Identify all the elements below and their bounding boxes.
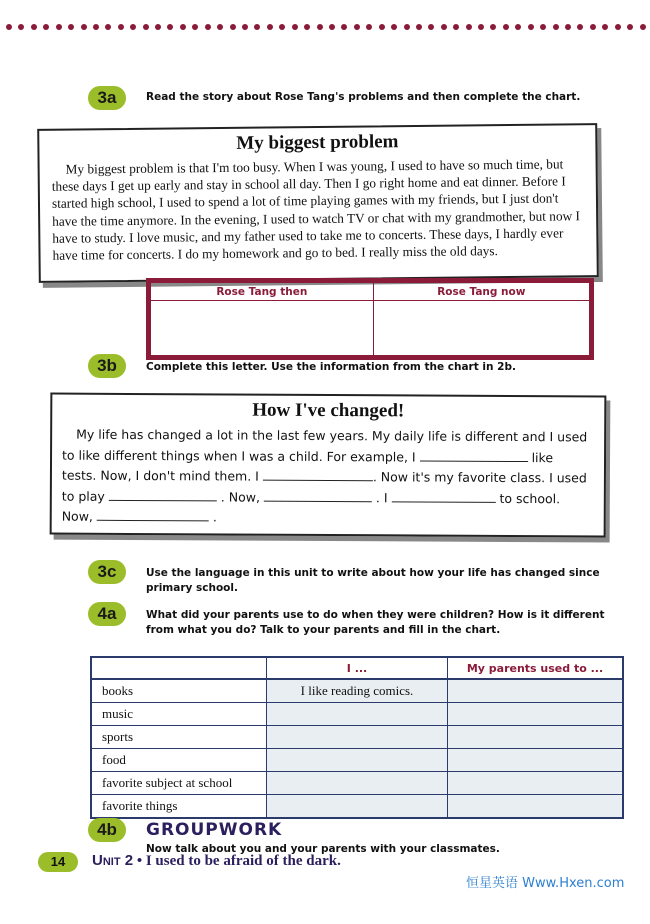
letter-title: How I've changed! <box>252 399 405 422</box>
border-dot <box>565 24 571 30</box>
border-dot <box>490 24 496 30</box>
blank-4[interactable] <box>264 488 372 502</box>
row-label: favorite subject at school <box>91 772 267 795</box>
blank-3[interactable] <box>109 487 217 501</box>
border-dot <box>341 24 347 30</box>
letter-card <box>50 393 607 538</box>
border-dot <box>68 24 74 30</box>
cell-i[interactable] <box>267 726 448 749</box>
table-row <box>91 679 623 703</box>
cell-parents[interactable] <box>448 795 624 819</box>
chart-header-then: Rose Tang then <box>149 281 374 301</box>
section-3a-instruction: Read the story about Rose Tang's problems and then complete the chart. <box>146 91 581 103</box>
letter-segment: . <box>212 509 217 525</box>
letter-segment: My life has changed a lot in the last few years. My daily life is different and I used to like different things when I was a child. For example, I <box>62 426 588 464</box>
watermark[interactable]: 恒星英语 Www.Hxen.com <box>466 876 625 891</box>
border-dot <box>515 24 521 30</box>
section-3b-badge: 3b <box>88 354 126 378</box>
border-dot <box>354 24 360 30</box>
table-row <box>91 749 623 772</box>
border-dot <box>230 24 236 30</box>
cell-parents[interactable] <box>448 703 624 726</box>
border-dot <box>366 24 372 30</box>
unit-bullet: • <box>136 853 143 869</box>
chart-header-blank <box>91 657 267 679</box>
border-dot <box>553 24 559 30</box>
cell-parents[interactable] <box>448 726 624 749</box>
row-label: music <box>91 703 267 726</box>
border-dot <box>615 24 621 30</box>
table-row <box>91 795 623 819</box>
border-dot <box>577 24 583 30</box>
border-dot <box>602 24 608 30</box>
unit-label: Unit 2 <box>92 852 134 869</box>
border-dot <box>180 24 186 30</box>
border-dot <box>540 24 546 30</box>
border-dot <box>379 24 385 30</box>
border-dot <box>466 24 472 30</box>
story-text: My biggest problem is that I'm too busy. When I was young, I used to have so much time, but these days I get up early and stay in school all day. Then I go right home and eat dinner. Before I started high school, I used to spend a lot of time playing games with my friends, but I just don't have the time anymore. In the evening, I used to watch TV or chat with my grandmother, but now I have to study. I love music, and my father used to take me to concerts. These days, I hardly ever have time for concerts. I do my homework and go to bed. I really miss the old days. <box>51 156 580 263</box>
row-label: books <box>91 679 267 703</box>
border-dot <box>428 24 434 30</box>
letter-segment: . Now it's my favorite class. I used to play <box>61 469 587 504</box>
border-dot <box>329 24 335 30</box>
border-dot <box>118 24 124 30</box>
border-dot <box>242 24 248 30</box>
blank-1[interactable] <box>420 448 528 462</box>
border-dot <box>217 24 223 30</box>
rose-tang-chart <box>146 278 594 360</box>
border-dot <box>167 24 173 30</box>
cell-i[interactable]: I like reading comics. <box>267 679 448 703</box>
border-dot <box>317 24 323 30</box>
chart-cell-now[interactable] <box>373 301 591 358</box>
border-dot <box>130 24 136 30</box>
groupwork-heading: GROUPWORK <box>146 820 283 840</box>
cell-parents[interactable] <box>448 749 624 772</box>
border-dot <box>391 24 397 30</box>
letter-text <box>62 425 591 530</box>
chart-header-now: Rose Tang now <box>373 281 591 301</box>
chart-cell-then[interactable] <box>149 301 374 358</box>
border-dot <box>93 24 99 30</box>
border-dot <box>478 24 484 30</box>
border-dot <box>304 24 310 30</box>
row-label: sports <box>91 726 267 749</box>
row-label: favorite things <box>91 795 267 819</box>
border-dot <box>18 24 24 30</box>
blank-6[interactable] <box>97 508 209 522</box>
story-card <box>37 123 599 283</box>
border-dot <box>155 24 161 30</box>
border-dot <box>279 24 285 30</box>
row-label: food <box>91 749 267 772</box>
letter-segment: like tests. Now, I don't mind them. I <box>61 449 554 484</box>
border-dot <box>503 24 509 30</box>
border-dot <box>143 24 149 30</box>
section-4b-instruction: Now talk about you and your parents with your classmates. <box>146 843 500 855</box>
page-number: 14 <box>38 852 78 872</box>
blank-5[interactable] <box>392 489 496 503</box>
story-title: My biggest problem <box>236 131 399 154</box>
border-dot <box>205 24 211 30</box>
section-3a-badge: 3a <box>88 86 126 110</box>
border-dot <box>192 24 198 30</box>
border-dot <box>31 24 37 30</box>
unit-title-text: I used to be afraid of the dark. <box>145 853 341 869</box>
border-dot <box>590 24 596 30</box>
border-dot <box>640 24 646 30</box>
letter-segment: . Now, <box>220 488 260 505</box>
border-dot <box>453 24 459 30</box>
section-4a-badge: 4a <box>88 602 126 626</box>
cell-i[interactable] <box>267 795 448 819</box>
border-dot <box>56 24 62 30</box>
border-dot <box>81 24 87 30</box>
section-3c-instruction: Use the language in this unit to write about how your life has changed since primary school. <box>146 567 600 594</box>
border-dot <box>6 24 12 30</box>
border-dot <box>416 24 422 30</box>
unit-title <box>92 852 341 870</box>
border-dot <box>292 24 298 30</box>
decorative-dot-border <box>6 24 646 32</box>
parents-chart <box>90 656 624 819</box>
border-dot <box>267 24 273 30</box>
border-dot <box>404 24 410 30</box>
table-row <box>91 772 623 795</box>
table-row <box>91 726 623 749</box>
border-dot <box>627 24 633 30</box>
section-3c-badge: 3c <box>88 560 126 584</box>
border-dot <box>105 24 111 30</box>
chart-header-parents: My parents used to ... <box>448 657 624 679</box>
border-dot <box>43 24 49 30</box>
section-4a-instruction: What did your parents use to do when they were children? How is it different from what you do? Talk to your parents and fill in the chart. <box>146 609 605 636</box>
cell-i[interactable] <box>267 772 448 795</box>
section-4b-badge: 4b <box>88 818 126 842</box>
cell-parents[interactable] <box>448 772 624 795</box>
border-dot <box>528 24 534 30</box>
border-dot <box>254 24 260 30</box>
cell-i[interactable] <box>267 749 448 772</box>
letter-segment: . I <box>375 489 388 505</box>
section-3b-instruction: Complete this letter. Use the information from the chart in 2b. <box>146 361 516 373</box>
table-row <box>91 703 623 726</box>
cell-parents[interactable] <box>448 679 624 703</box>
letter-segment: to school. Now, <box>61 490 561 524</box>
cell-i[interactable] <box>267 703 448 726</box>
border-dot <box>441 24 447 30</box>
chart-header-i: I ... <box>267 657 448 679</box>
blank-2[interactable] <box>263 468 373 482</box>
